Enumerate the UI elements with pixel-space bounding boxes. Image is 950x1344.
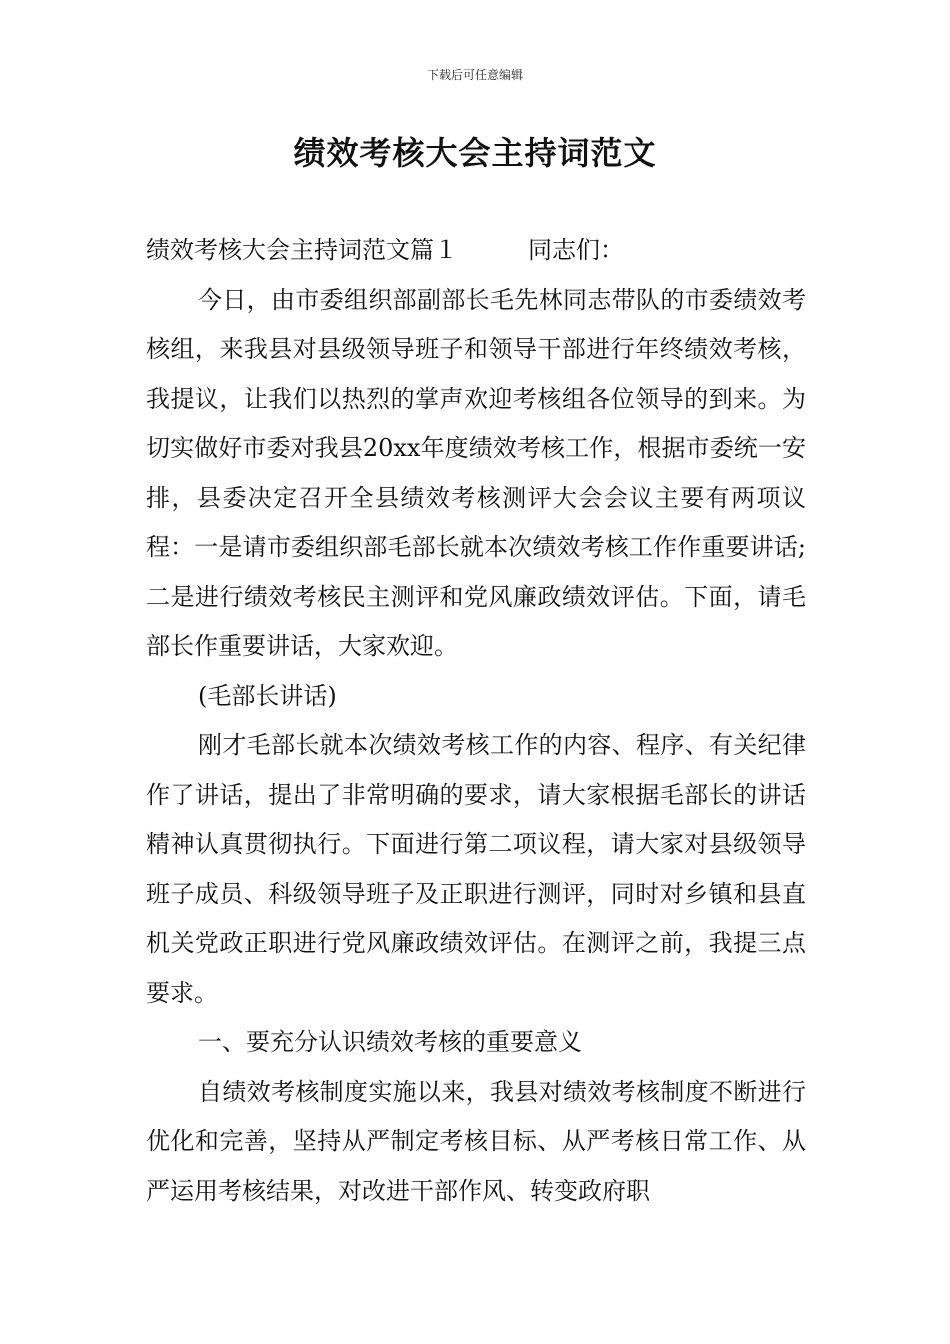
document-body bbox=[146, 226, 806, 1216]
section-heading: 绩效考核大会主持词范文篇１ bbox=[146, 236, 458, 264]
subheading-requirement-1: 一、要充分认识绩效考核的重要意义 bbox=[198, 1028, 582, 1056]
header-note: 下载后可任意编辑 bbox=[426, 68, 523, 82]
paragraph-opening: 今日，由市委组织部副部长毛先林同志带队的市委绩效考核组，来我县对县级领导班子和领导干部进行年终绩效考核，我提议，让我们以热烈的掌声欢迎考核组各位领导的到来。为切实做好市委对我县20xx年度绩效考核工作，根据市委统一安排，县委决定召开全县绩效考核测评大会会议主要有两项议程：一是请市委组织部毛部长就本次绩效考核工作作重要讲话;二是进行绩效考核民主测评和党风廉政绩效评估。下面，请毛部长作重要讲话，大家欢迎。 bbox=[146, 285, 806, 660]
paragraph-speech-note: (毛部长讲话) bbox=[198, 681, 337, 710]
intro-line bbox=[146, 226, 806, 276]
paragraph-second-agenda: 刚才毛部长就本次绩效考核工作的内容、程序、有关纪律作了讲话，提出了非常明确的要求，请大家根据毛部长的讲话精神认真贯彻执行。下面进行第二项议程，请大家对县级领导班子成员、科级领导班子及正职进行测评，同时对乡镇和县直机关党政正职进行党风廉政绩效评估。在测评之前，我提三点要求。 bbox=[146, 731, 806, 1007]
paragraph-requirement-1: 自绩效考核制度实施以来，我县对绩效考核制度不断进行优化和完善，坚持从严制定考核目标、从严考核日常工作、从严运用考核结果，对改进干部作风、转变政府职 bbox=[146, 1077, 806, 1205]
document-title: 绩效考核大会主持词范文 bbox=[293, 134, 657, 172]
greeting: 同志们： bbox=[528, 236, 624, 264]
